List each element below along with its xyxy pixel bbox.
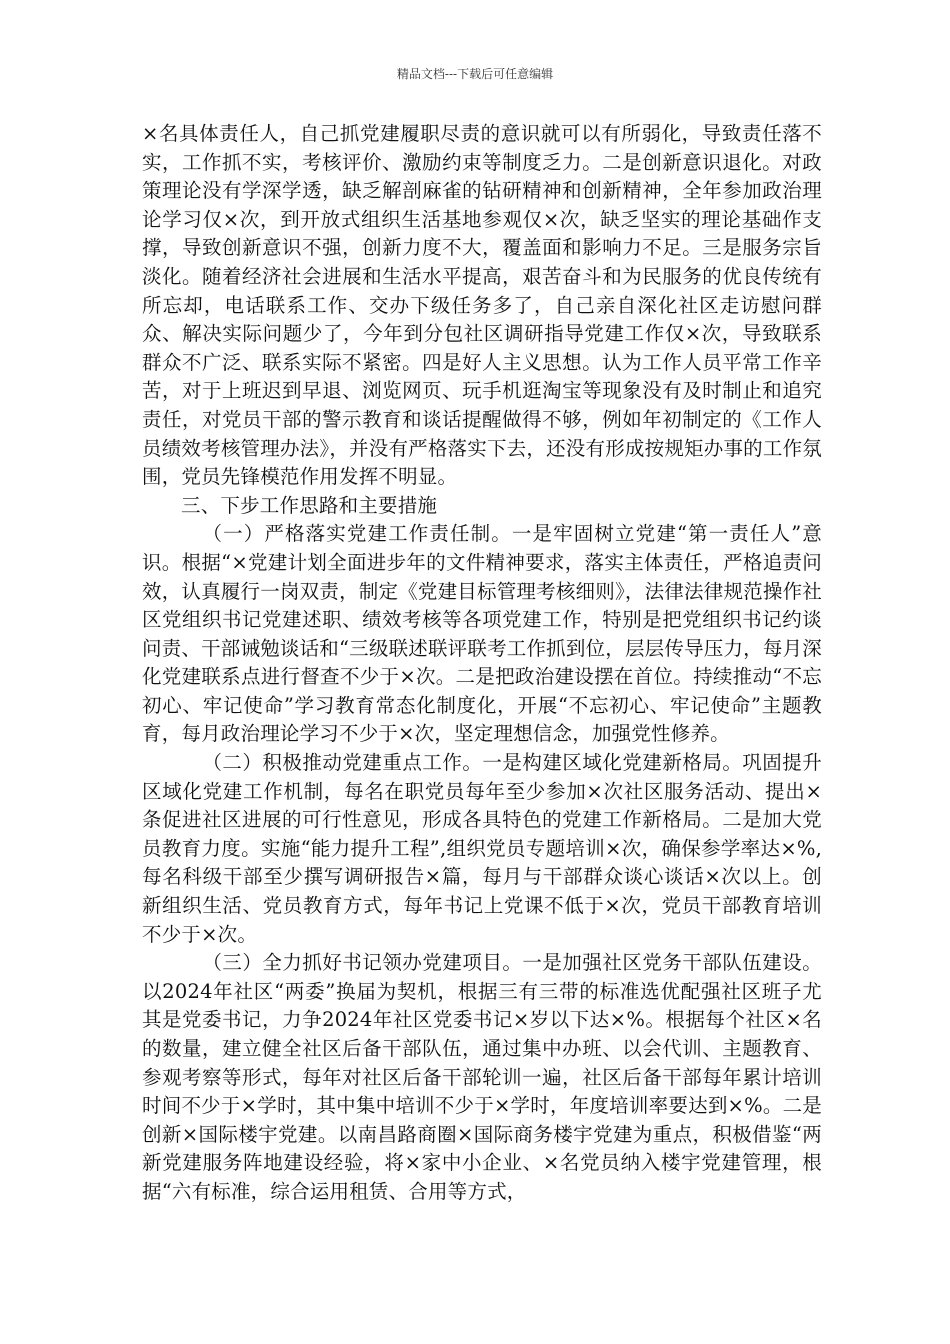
- paragraph-measure-2: （二）积极推动党建重点工作。一是构建区域化党建新格局。巩固提升区域化党建工作机制，每名在职党员每年至少参加×次社区服务活动、提出×条促进社区进展的可行性意见，形成各具特色的党建工作新格局。二是加大党员教育力度。实施“能力提升工程”,组织党员专题培训×次，确保参学率达×%,每名科级干部至少撰写调研报告×篇，每月与干部群众谈心谈话×次以上。创新组织生活、党员教育方式，每年书记上党课不低于×次，党员干部教育培训不少于×次。: [142, 751, 822, 946]
- paragraph-measure-1: （一）严格落实党建工作责任制。一是牢固树立党建“第一责任人”意识。根据“×党建计划全面进步年的文件精神要求，落实主体责任，严格追责问效，认真履行一岗双责，制定《党建目标管理考核细则》，法律法律规范操作社区党组织书记党建述职、绩效考核等各项党建工作，特别是把党组织书记约谈问责、干部诫勉谈话和“三级联述联评联考工作抓到位，层层传导压力，每月深化党建联系点进行督查不少于×次。二是把政治建设摆在首位。持续推动“不忘初心、牢记使命”学习教育常态化制度化，开展“不忘初心、牢记使命”主题教育，每月政治理论学习不少于×次，坚定理想信念，加强党性修养。: [142, 522, 822, 746]
- section-heading: 三、下步工作思路和主要措施: [181, 493, 438, 517]
- page-header: 精品文档---下载后可任意编辑: [396, 67, 554, 81]
- document-body: [142, 120, 822, 1207]
- paragraph-measure-3: （三）全力抓好书记领办党建项目。一是加强社区党务干部队伍建设。以2024年社区“两委”换届为契机，根据三有三带的标准选优配强社区班子尤其是党委书记，力争2024年社区党委书记×岁以下达×%。根据每个社区×名的数量，建立健全社区后备干部队伍，通过集中办班、以会代训、主题教育、参观考察等形式，每年对社区后备干部轮训一遍，社区后备干部每年累计培训时间不少于×学时，其中集中培训不少于×学时，年度培训率要达到×%。二是创新×国际楼宇党建。以南昌路商圈×国际商务楼宇党建为重点，积极借鉴“两新党建服务阵地建设经验，将×家中小企业、×名党员纳入楼宇党建管理，根据“六有标准，综合运用租赁、合用等方式，: [142, 951, 822, 1203]
- paragraph-continuation: ×名具体责任人，自己抓党建履职尽责的意识就可以有所弱化，导致责任落不实，工作抓不实，考核评价、激励约束等制度乏力。二是创新意识退化。对政策理论没有学深学透，缺乏解剖麻雀的钻研精神和创新精神，全年参加政治理论学习仅×次，到开放式组织生活基地参观仅×次，缺乏坚实的理论基础作支撑，导致创新意识不强，创新力度不大，覆盖面和影响力不足。三是服务宗旨淡化。随着经济社会进展和生活水平提高，艰苦奋斗和为民服务的优良传统有所忘却，电话联系工作、交办下级任务多了，自己亲自深化社区走访慰问群众、解决实际问题少了，今年到分包社区调研指导党建工作仅×次，导致联系群众不广泛、联系实际不紧密。四是好人主义思想。认为工作人员平常工作辛苦，对于上班迟到早退、浏览网页、玩手机逛淘宝等现象没有及时制止和追究责任，对党员干部的警示教育和谈话提醒做得不够，例如年初制定的《工作人员绩效考核管理办法》，并没有严格落实下去，还没有形成按规矩办事的工作氛围，党员先锋模范作用发挥不明显。: [142, 122, 822, 489]
